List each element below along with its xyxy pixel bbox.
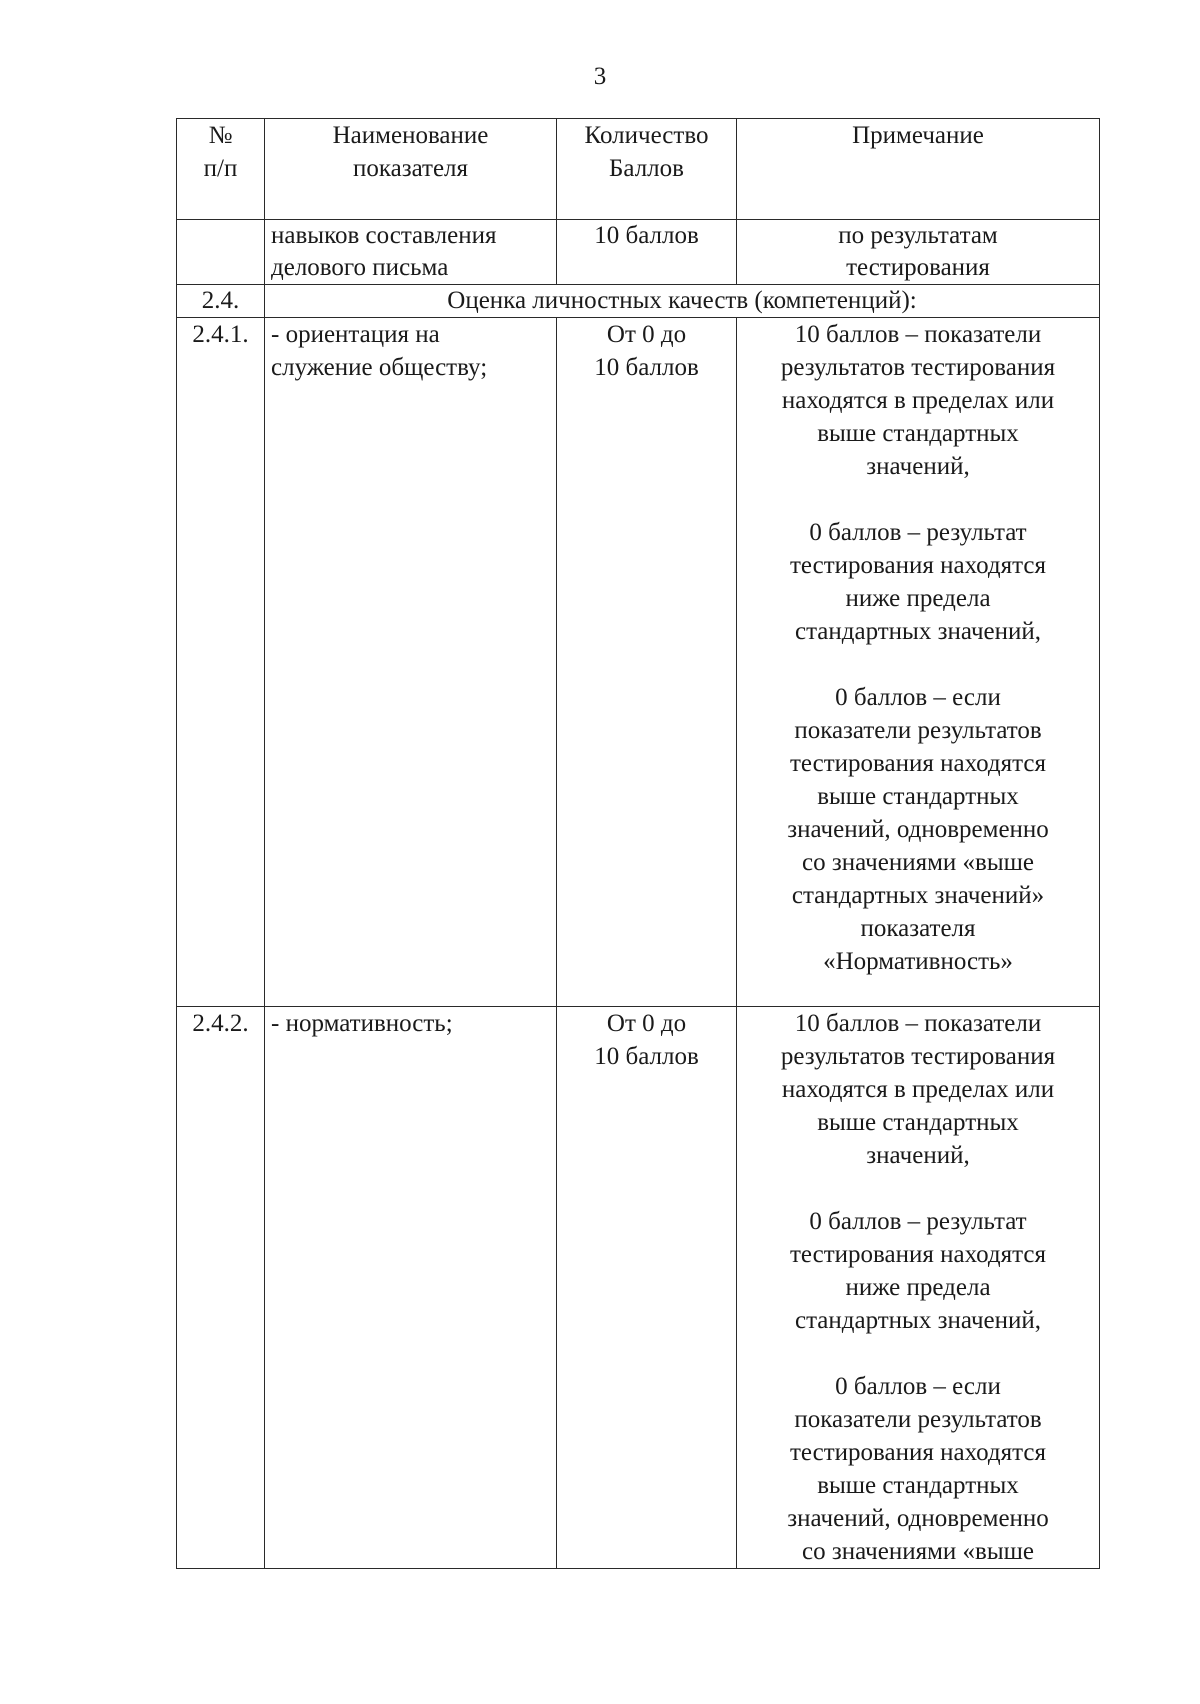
table-row xyxy=(177,1007,1100,1569)
table-header-row xyxy=(177,119,1100,220)
cell-score: 10 баллов xyxy=(557,220,737,285)
scoring-table xyxy=(176,118,1100,1569)
cell-num: 2.4.1. xyxy=(177,318,265,1007)
cell-score: От 0 до 10 баллов xyxy=(557,318,737,1007)
table-row xyxy=(177,318,1100,1007)
section-title: Оценка личностных качеств (компетенций): xyxy=(265,285,1100,318)
note-paragraph: 0 баллов – результат тестирования находятся ниже предела стандартных значений, xyxy=(790,519,1046,645)
table-row-section xyxy=(177,285,1100,318)
table-row xyxy=(177,220,1100,285)
cell-note xyxy=(737,1007,1100,1569)
page-number: 3 xyxy=(593,63,607,90)
note-paragraph: 0 баллов – результат тестирования находятся ниже предела стандартных значений, xyxy=(790,1208,1046,1334)
header-name: Наименование показателя xyxy=(265,119,557,220)
cell-score: От 0 до 10 баллов xyxy=(557,1007,737,1569)
cell-name: - ориентация на служение обществу; xyxy=(265,318,557,1007)
note-paragraph: 10 баллов – показатели результатов тестирования находятся в пределах или выше стандартных значений, xyxy=(780,321,1056,480)
cell-num: 2.4.2. xyxy=(177,1007,265,1569)
header-num: № п/п xyxy=(177,119,265,220)
header-note: Примечание xyxy=(737,119,1100,220)
note-paragraph: 10 баллов – показатели результатов тестирования находятся в пределах или выше стандартных значений, xyxy=(780,1010,1056,1169)
cell-num: 2.4. xyxy=(177,285,265,318)
cell-name: - нормативность; xyxy=(265,1007,557,1569)
cell-note xyxy=(737,318,1100,1007)
cell-name: навыков составления делового письма xyxy=(265,220,557,285)
note-paragraph: 0 баллов – если показатели результатов тестирования находятся выше стандартных значений, одновременно со значениями «выше xyxy=(787,1373,1049,1565)
note-paragraph: 0 баллов – если показатели результатов тестирования находятся выше стандартных значений, одновременно со значениями «выше стандартных значений» показателя «Нормативность» xyxy=(787,684,1049,975)
cell-num xyxy=(177,220,265,285)
header-score: Количество Баллов xyxy=(557,119,737,220)
cell-note: по результатам тестирования xyxy=(737,220,1100,285)
